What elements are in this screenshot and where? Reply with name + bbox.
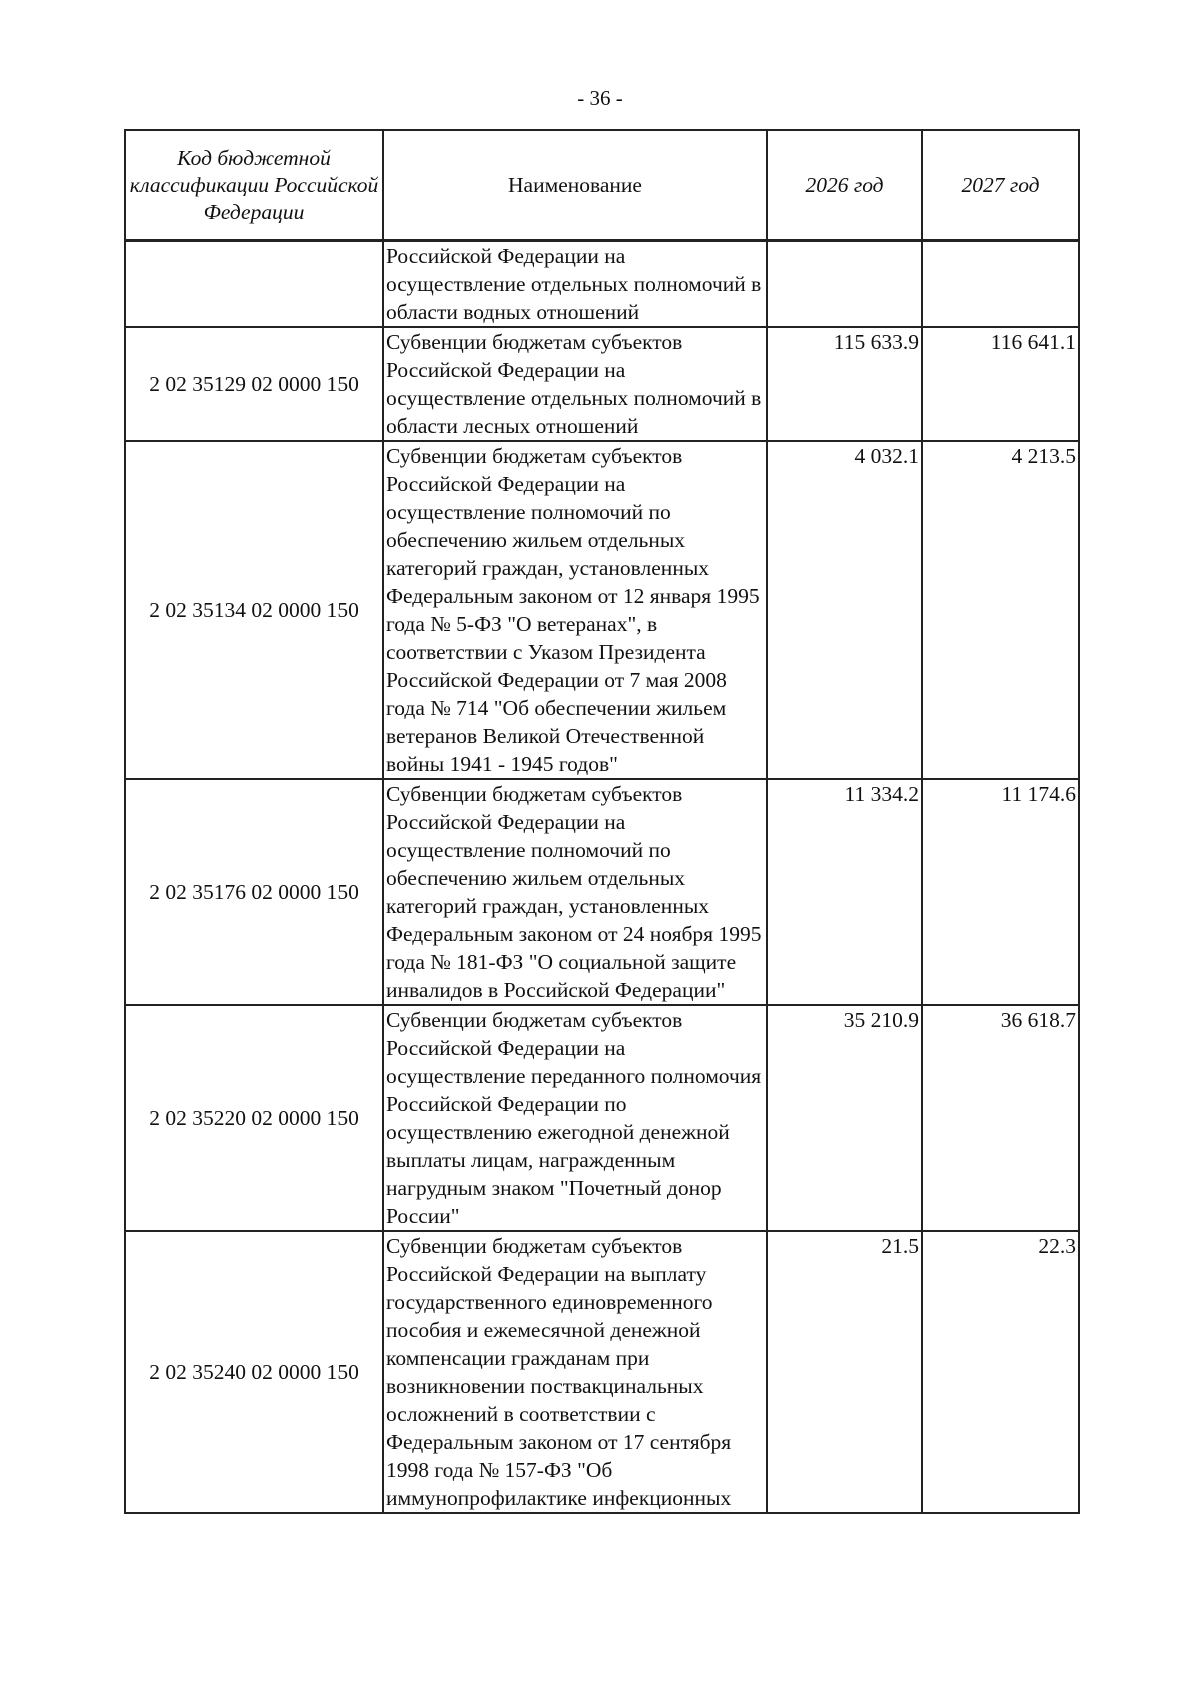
row-code: 2 02 35220 02 0000 150 [125, 1005, 383, 1231]
row-value-2026 [767, 241, 922, 328]
row-name: Субвенции бюджетам субъектов Российской Федерации на осуществление полномочий по обеспечению жильем отдельных категорий граждан, установленных Федеральным законом от 24 ноября 1995 года № 181-ФЗ "О социальной защите инвалидов в Российской Федерации" [383, 779, 767, 1005]
row-name: Субвенции бюджетам субъектов Российской Федерации на осуществление переданного полномочия Российской Федерации по осуществлению ежегодной денежной выплаты лицам, награжденным нагрудным знаком "Почетный донор России" [383, 1005, 767, 1231]
table-row [125, 441, 1079, 779]
header-code: Код бюджетной классификации Российской Федерации [125, 130, 383, 241]
table-row [125, 779, 1079, 1005]
table-row [125, 1005, 1079, 1231]
row-value-2027 [922, 241, 1079, 328]
table-row [125, 327, 1079, 441]
table-header-row [125, 130, 1079, 241]
header-year-2027: 2027 год [922, 130, 1079, 241]
row-value-2026: 115 633.9 [767, 327, 922, 441]
header-year-2026: 2026 год [767, 130, 922, 241]
row-code: 2 02 35176 02 0000 150 [125, 779, 383, 1005]
row-value-2026: 35 210.9 [767, 1005, 922, 1231]
row-value-2026: 4 032.1 [767, 441, 922, 779]
page-number: - 36 - [577, 86, 623, 110]
row-code: 2 02 35134 02 0000 150 [125, 441, 383, 779]
row-name: Российской Федерации на осуществление отдельных полномочий в области водных отношений [383, 241, 767, 328]
table-row [125, 241, 1079, 328]
budget-table [124, 129, 1080, 1514]
row-name: Субвенции бюджетам субъектов Российской Федерации на осуществление полномочий по обеспечению жильем отдельных категорий граждан, установленных Федеральным законом от 12 января 1995 года № 5-ФЗ "О ветеранах", в соответствии с Указом Президента Российской Федерации от 7 мая 2008 года № 714 "Об обеспечении жильем ветеранов Великой Отечественной войны 1941 - 1945 годов" [383, 441, 767, 779]
row-code [125, 241, 383, 328]
row-value-2027: 22.3 [922, 1231, 1079, 1513]
row-code: 2 02 35129 02 0000 150 [125, 327, 383, 441]
header-name: Наименование [383, 130, 767, 241]
row-code: 2 02 35240 02 0000 150 [125, 1231, 383, 1513]
row-value-2027: 36 618.7 [922, 1005, 1079, 1231]
row-value-2027: 11 174.6 [922, 779, 1079, 1005]
row-name: Субвенции бюджетам субъектов Российской Федерации на выплату государственного единовременного пособия и ежемесячной денежной компенсации гражданам при возникновении поствакцинальных осложнений в соответствии с Федеральным законом от 17 сентября 1998 года № 157-ФЗ "Об иммунопрофилактике инфекционных [383, 1231, 767, 1513]
row-value-2026: 21.5 [767, 1231, 922, 1513]
row-value-2026: 11 334.2 [767, 779, 922, 1005]
row-value-2027: 116 641.1 [922, 327, 1079, 441]
row-value-2027: 4 213.5 [922, 441, 1079, 779]
row-name: Субвенции бюджетам субъектов Российской Федерации на осуществление отдельных полномочий в области лесных отношений [383, 327, 767, 441]
table-row [125, 1231, 1079, 1513]
